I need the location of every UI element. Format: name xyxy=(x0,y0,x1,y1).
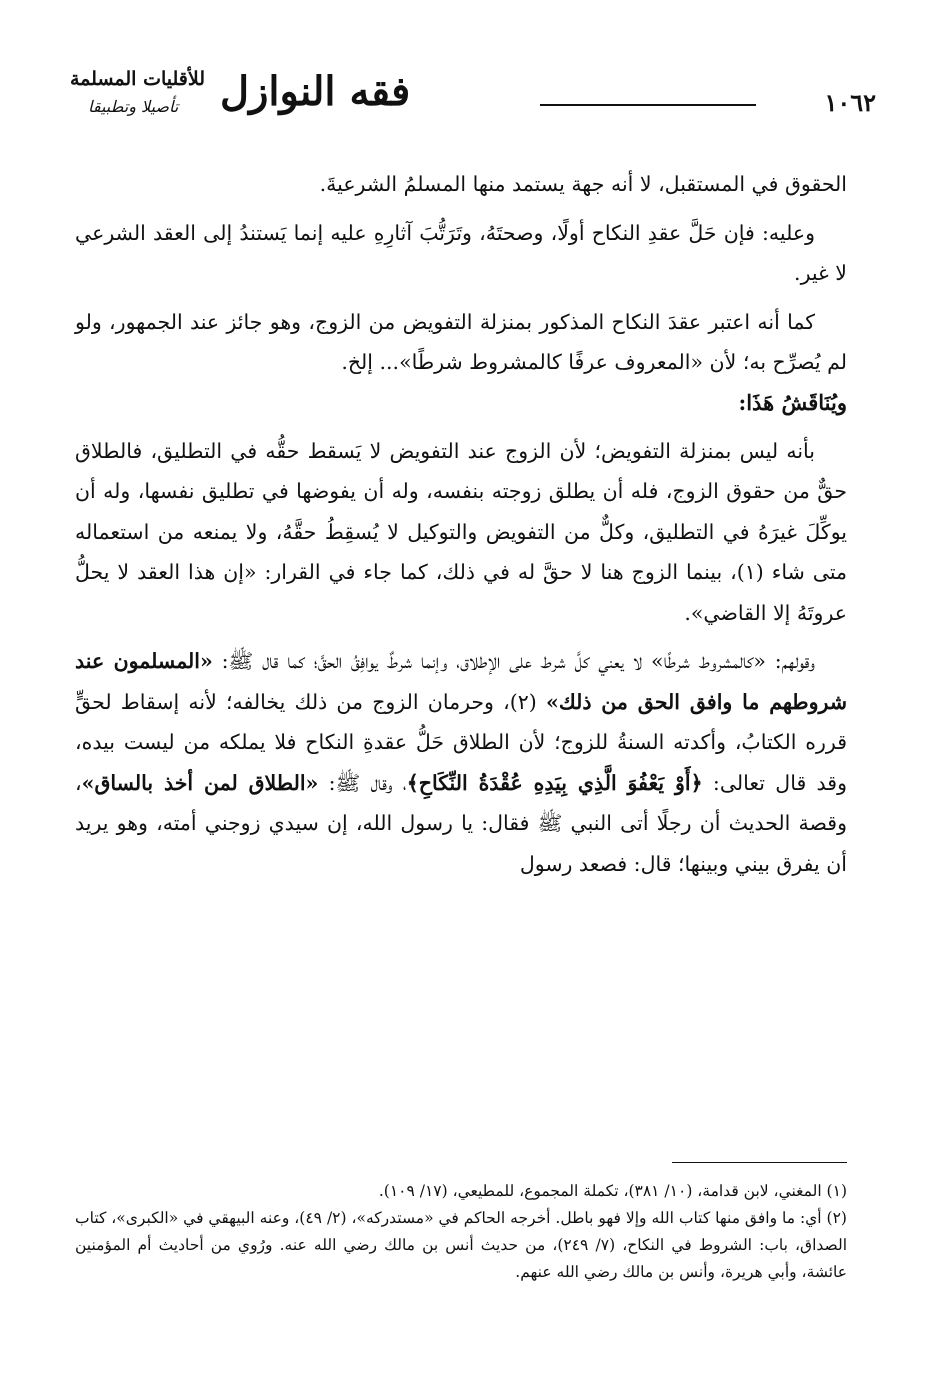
header-rule xyxy=(540,104,756,106)
paragraph: وعليه: فإن حَلَّ عقدِ النكاح أولًا، وصحتَهُ، وتَرَتُّبَ آثارِهِ عليه إنما يَستندُ إلى العقد الشرعي لا غير. xyxy=(75,220,847,285)
text-run: ، وقصة الحديث أن رجلًا أتى النبي ﷺ فقال: يا رسول الله، إن سيدي زوجني أمته، وهو يريد أن يفرق بيني وبينها؛ قال: فصعد رسول xyxy=(75,770,847,876)
text-run: وقولهم: «كالمشروط شرطًا» لا يعني كلَّ شرط على الإطلاق، وإنما شرطٌ يوافِقُ الحقَّ؛ كما قال ﷺ: xyxy=(212,649,815,673)
paragraph: الحقوق في المستقبل، لا أنه جهة يستمد منها المسلمُ الشرعيةَ. xyxy=(319,172,847,196)
page-number: ١٠٦٢ xyxy=(824,88,876,117)
book-subtitle-secondary: تأصيلا وتطبيقا xyxy=(88,97,179,116)
hadith-quote: «المسلمون عند شروطهم ما وافق الحق من ذلك» xyxy=(75,649,847,714)
paragraph: بأنه ليس بمنزلة التفويض؛ لأن الزوج عند التفويض لا يَسقط حقُّه في التطليق، فالطلاق حقٌّ من حقوق الزوج، فله أن يطلق زوجته بنفسه، وله أن يفوضها في تطليق نفسها، وله أن يوكِّلَ غيرَهُ في التطليق، وكلٌّ من التفويض والتوكيل لا يُسقِطُ حقَّهُ، ولا يمنعه من استعماله متى شاء (١)، بينما الزوج هنا لا حقَّ له في ذلك، كما جاء في القرار: «إن هذا العقد لا يحلُّ عروتَهُ إلا القاضي». xyxy=(75,438,847,625)
book-subtitle: للأقليات المسلمة xyxy=(70,68,205,90)
text-run: (٢)، وحرمان الزوج من ذلك يخالفه؛ لأنه إسقاط لحقٍّ قرره الكتابُ، وأكدته السنةُ للزوج؛ لأن الطلاق حَلُّ عقدةِ النكاح فلا يملكه من ليست بيده، وقد قال تعالى: xyxy=(75,689,848,795)
main-text xyxy=(75,164,847,884)
footnotes xyxy=(75,1178,847,1286)
paragraph: كما أنه اعتبر عقدَ النكاح المذكور بمنزلة التفويض من الزوج، وهو جائز عند الجمهور، ولو لم يُصرِّح به؛ لأن «المعروف عرفًا كالمشروط شرطًا»... إلخ. xyxy=(75,309,847,374)
hadith-quote: «الطلاق لمن أخذ بالساق» xyxy=(81,770,319,795)
book-title: فقه النوازل xyxy=(220,68,411,115)
paragraph xyxy=(75,641,847,884)
text-run: ، وقال ﷺ: xyxy=(318,770,407,795)
page-header xyxy=(70,62,876,132)
footnote: (٢) أي: ما وافق منها كتاب الله وإلا فهو باطل. أخرجه الحاكم في «مستدركه»، (٢/ ٤٩)، وعنه البيهقي في «الكبرى»، كتاب الصداق، باب: الشروط في النكاح، (٧/ ٢٤٩)، من حديث أنس بن مالك رضي الله عنه. ورُوي من أحاديث أم المؤمنين عائشة، وأبي هريرة، وأنس بن مالك رضي الله عنهم. xyxy=(75,1209,847,1281)
footnote-rule xyxy=(672,1162,847,1163)
footnote: (١) المغني، لابن قدامة، (١٠/ ٣٨١)، تكملة المجموع، للمطيعي، (١٧/ ١٠٩). xyxy=(378,1182,847,1200)
section-heading: ويُنَاقَشُ هَذَا: xyxy=(738,389,847,415)
quran-verse: ﴿أَوْ يَعْفُوَ الَّذِي بِيَدِهِ عُقْدَةُ النِّكَاحِ﴾ xyxy=(406,770,703,795)
